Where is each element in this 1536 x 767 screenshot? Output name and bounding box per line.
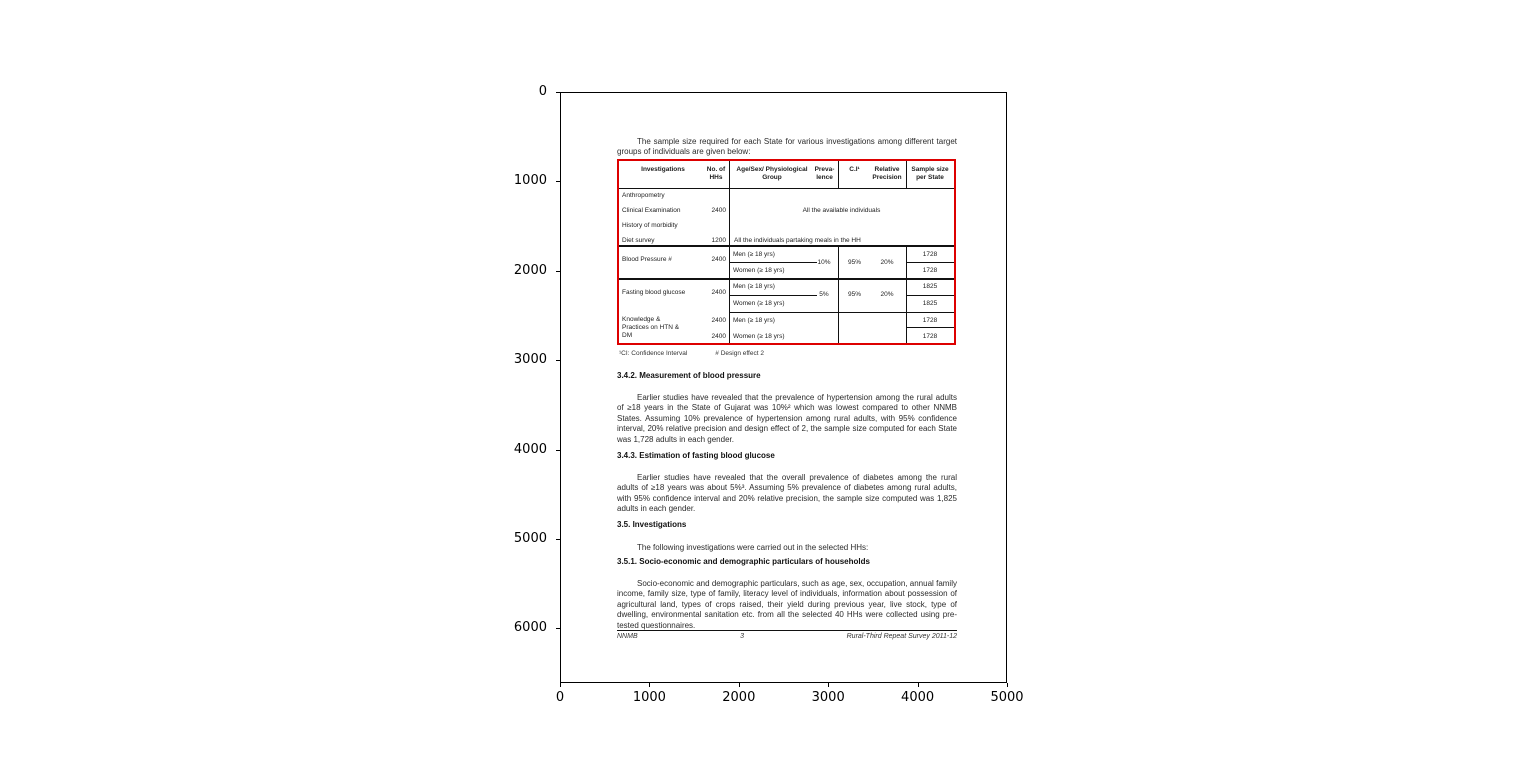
table-note-diet: All the individuals partaking meals in the HH <box>734 237 861 244</box>
table-grid-line <box>906 262 954 263</box>
table-cell-hhs: 2400 <box>711 289 726 296</box>
x-axis-tick-mark <box>560 683 561 687</box>
y-axis-tick-label: 0 <box>538 84 547 99</box>
y-axis-tick-mark <box>556 539 560 540</box>
y-axis-tick-mark <box>556 628 560 629</box>
table-cell-ci: 95% <box>847 291 861 298</box>
table-cell-hhs: 2400 <box>711 317 726 324</box>
table-grid-line <box>906 161 907 188</box>
section-heading-343: 3.4.3. Estimation of fasting blood glucose <box>617 451 775 460</box>
table-cell-hhs: 2400 <box>711 333 726 340</box>
table-row-investigation: Clinical Examination <box>622 207 681 214</box>
intro-paragraph: The sample size required for each State for various investigations among different target groups of individuals are given below: <box>617 137 957 157</box>
sample-size-table <box>617 159 956 345</box>
table-note-all-individuals: All the available individuals <box>802 207 881 214</box>
table-grid-line <box>729 295 817 296</box>
section-paragraph-342: Earlier studies have revealed that the prevalence of hypertension among the rural adults of ≥18 years in the State of Gujarat was 10%² which was lowest compared to other NNMB States. Assuming 10% prevalence of hypertension among rural adults, with 95% confidence interval, 20% relative precision and design effect of 2, the sample size computed for each State was 1,728 adults in each gender. <box>617 393 957 444</box>
table-row-investigation: Fasting blood glucose <box>622 289 686 296</box>
section-paragraph-351: Socio-economic and demographic particulars, such as age, sex, occupation, annual family income, family size, type of family, literacy level of individuals, information about possession of agricultural land, types of crops raised, their yield during previous year, live stock, type of dwelling, environmental sanitation etc. from all the selected 40 HHs were collected using pre-tested questionnaires. <box>617 579 957 630</box>
header-hhs: No. of HHs <box>706 166 726 181</box>
footnote-ci: ¹CI: Confidence Interval <box>619 350 688 357</box>
y-axis-tick-label: 3000 <box>513 352 547 368</box>
document-page <box>617 93 957 682</box>
table-grid-line <box>729 312 954 313</box>
table-grid-line <box>729 262 817 263</box>
y-axis-tick-label: 5000 <box>513 531 547 546</box>
table-cell-women: Women (≥ 18 yrs) <box>733 300 785 307</box>
table-cell-prevalence: 5% <box>819 291 829 298</box>
table-cell-men: Men (≥ 18 yrs) <box>733 251 775 258</box>
section-heading-351: 3.5.1. Socio-economic and demographic particulars of households <box>617 557 870 566</box>
footer-page-number: 3 <box>740 633 745 640</box>
y-axis-tick-mark <box>556 271 560 272</box>
table-grid-line <box>619 188 954 189</box>
table-footnote <box>619 350 764 357</box>
footer-left: NNMB <box>617 633 638 640</box>
footnote-design-effect: # Design effect 2 <box>715 350 764 357</box>
section-heading-342: 3.4.2. Measurement of blood pressure <box>617 371 761 380</box>
y-axis-tick-label: 2000 <box>513 262 547 278</box>
x-axis-tick-label: 3000 <box>811 690 845 705</box>
header-ci: C.I¹ <box>849 166 860 173</box>
section-heading-35: 3.5. Investigations <box>617 520 687 529</box>
y-axis-tick-mark <box>556 181 560 182</box>
x-axis-tick-label: 5000 <box>990 690 1024 705</box>
x-axis-tick-label: 2000 <box>722 690 756 705</box>
y-axis-tick-label: 4000 <box>513 441 547 457</box>
table-cell-rp: 20% <box>880 259 894 266</box>
section-paragraph-343: Earlier studies have revealed that the overall prevalence of diabetes among the rural adults of ≥18 years was about 5%³. Assuming 5% prevalence of diabetes among rural adults, with 95% confidence interval and 20% relative precision, the sample size computed was 1,825 adults in each gender. <box>617 473 957 514</box>
table-cell-sample: 1728 <box>922 267 938 274</box>
x-axis-tick-mark <box>918 683 919 687</box>
x-axis-tick-label: 4000 <box>901 690 935 705</box>
header-prevalence: Preva-lence <box>814 166 835 181</box>
header-investigations: Investigations <box>641 166 685 173</box>
footer-right: Rural-Third Repeat Survey 2011-12 <box>846 633 957 640</box>
header-age-sex: Age/Sex/ Physiological Group <box>736 166 808 181</box>
header-rp: Relative Precision <box>872 166 902 181</box>
table-cell-women: Women (≥ 18 yrs) <box>733 267 785 274</box>
table-cell-rp: 20% <box>880 291 894 298</box>
table-row-investigation: Blood Pressure # <box>622 256 672 263</box>
table-row-investigation: Diet survey <box>622 237 655 244</box>
table-cell-ci: 95% <box>847 259 861 266</box>
table-row-investigation: History of morbidity <box>622 222 678 229</box>
y-axis-tick-label: 6000 <box>513 620 547 636</box>
y-axis-tick-mark <box>556 92 560 93</box>
x-axis-tick-mark <box>649 683 650 687</box>
x-axis-tick-label: 0 <box>555 690 565 705</box>
table-cell-sample: 1728 <box>922 333 938 340</box>
x-axis-tick-label: 1000 <box>632 690 666 705</box>
table-grid-line <box>906 295 954 296</box>
header-sample-size: Sample size per State <box>911 166 949 181</box>
table-grid-line <box>906 327 954 328</box>
table-cell-sample: 1825 <box>922 283 938 290</box>
table-grid-line <box>619 245 954 247</box>
x-axis-tick-mark <box>828 683 829 687</box>
page-footer <box>617 630 957 640</box>
table-row-investigation: Anthropometry <box>622 192 665 199</box>
table-cell-sample: 1728 <box>922 317 938 324</box>
table-cell-women: Women (≥ 18 yrs) <box>733 333 785 340</box>
y-axis-tick-mark <box>556 360 560 361</box>
table-cell-hhs: 1200 <box>711 237 726 244</box>
table-row-investigation: Knowledge & Practices on HTN & DM <box>622 316 680 339</box>
table-grid-line <box>619 278 954 280</box>
x-axis-tick-mark <box>1007 683 1008 687</box>
y-axis-tick-mark <box>556 450 560 451</box>
table-grid-line <box>838 246 839 343</box>
table-grid-line <box>838 161 839 188</box>
section-paragraph-35: The following investigations were carried out in the selected HHs: <box>637 543 869 552</box>
table-cell-sample: 1825 <box>922 300 938 307</box>
table-cell-men: Men (≥ 18 yrs) <box>733 317 775 324</box>
table-cell-prevalence: 10% <box>817 259 831 266</box>
table-cell-men: Men (≥ 18 yrs) <box>733 283 775 290</box>
x-axis-tick-mark <box>739 683 740 687</box>
y-axis-tick-label: 1000 <box>513 173 547 189</box>
axes-frame <box>560 92 1007 683</box>
table-cell-sample: 1728 <box>922 251 938 258</box>
table-cell-hhs: 2400 <box>711 256 726 263</box>
table-cell-hhs: 2400 <box>711 207 726 214</box>
